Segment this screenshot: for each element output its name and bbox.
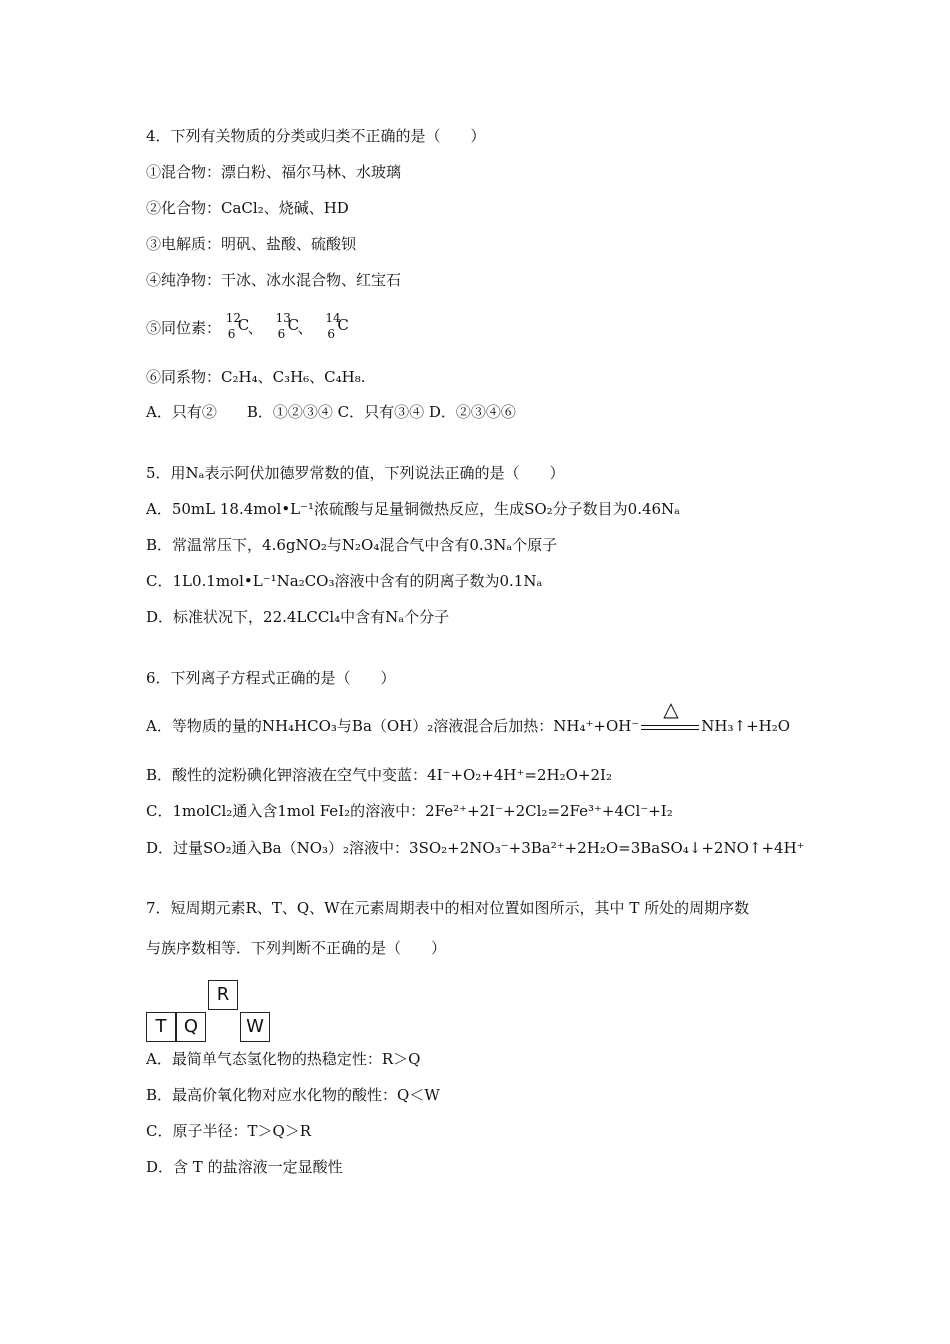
q6-option-c: C．1molCl₂通入含1mol FeI₂的溶液中：2Fe²⁺+2I⁻+2Cl₂=2Fe³⁺+4Cl⁻+I₂ [146,802,673,820]
cell-q: Q [176,1012,206,1042]
equation-line [641,725,699,726]
q7-option-b: B．最高价氧化物对应水化物的酸性：Q＜W [146,1086,440,1104]
q6-stem: 6．下列离子方程式正确的是（ ） [146,669,396,687]
isotope-mass: 14 [325,311,341,325]
heat-triangle-icon: △ [663,697,679,721]
q6-option-d: D．过量SO₂通入Ba（NO₃）₂溶液中：3SO₂+2NO₃⁻+3Ba²⁺+2H₂O=3BaSO₄↓+2NO↑+4H⁺ [146,839,805,857]
isotope-mass: 13 [275,311,291,325]
isotope-c13 [275,311,300,344]
q7-option-c: C．原子半径：T＞Q＞R [146,1122,312,1140]
isotope-c14 [325,311,349,344]
isotope-symbol: C [337,316,349,334]
q5-option-c: C．1L0.1mol•L⁻¹Na₂CO₃溶液中含有的阴离子数为0.1Nₐ [146,572,543,590]
q4-options: A．只有② B．①②③④ C．只有③④ D．②③④⑥ [146,403,516,421]
cell-t: T [146,1012,176,1042]
q7-option-d: D．含 T 的盐溶液一定显酸性 [146,1158,343,1176]
q6-option-a [146,697,791,737]
q4-item-6: ⑥同系物：C₂H₄、C₃H₆、C₄H₈. [146,368,366,386]
isotope-separator: 、 [247,319,263,337]
q7-option-a: A．最简单气态氢化物的热稳定性：R＞Q [146,1050,421,1068]
isotope-mass: 12 [225,311,242,325]
q5-option-d: D．标准状况下，22.4LCCl₄中含有Nₐ个分子 [146,608,450,626]
q4-item-3: ③电解质：明矾、盐酸、硫酸钡 [146,235,357,253]
q7-stem-line-2: 与族序数相等．下列判断不正确的是（ ） [146,939,447,957]
q6-option-a-left: A．等物质的量的NH₄HCO₃与Ba（OH）₂溶液混合后加热：NH₄⁺+OH⁻ [146,717,640,735]
q4-item-4: ④纯净物：干冰、冰水混合物、红宝石 [146,271,402,289]
equation-line [641,729,699,730]
cell-w: W [240,1012,270,1042]
isotope-symbol: C [237,316,250,334]
q6-option-b: B．酸性的淀粉碘化钾溶液在空气中变蓝：4I⁻+O₂+4H⁺=2H₂O+2I₂ [146,766,612,784]
q4-item-2: ②化合物：CaCl₂、烧碱、HD [146,199,349,217]
isotope-atomic-number: 6 [227,327,236,341]
cell-r: R [208,980,238,1010]
q5-option-a: A．50mL 18.4mol•L⁻¹浓硫酸与足量铜微热反应，生成SO₂分子数目为0.46Nₐ [146,500,680,518]
q7-stem-line-1: 7．短周期元素R、T、Q、W在元素周期表中的相对位置如图所示，其中 T 所处的周期序数 [146,899,750,917]
periodic-table-fragment [146,980,272,1044]
q4-item-5 [146,311,349,344]
isotope-atomic-number: 6 [277,327,286,341]
isotope-c12 [225,311,250,344]
q5-stem: 5．用Nₐ表示阿伏加德罗常数的值，下列说法正确的是（ ） [146,464,565,482]
heating-condition-arrow [639,697,701,737]
isotope-atomic-number: 6 [327,327,336,341]
q6-option-a-right: NH₃↑+H₂O [701,717,791,735]
isotope-symbol: C [287,316,300,334]
q5-option-b: B．常温常压下，4.6gNO₂与N₂O₄混合气中含有0.3Nₐ个原子 [146,536,558,554]
q4-item-1: ①混合物：漂白粉、福尔马林、水玻璃 [146,163,402,181]
q4-item-5-label: ⑤同位素： [146,319,222,337]
q4-stem: 4．下列有关物质的分类或归类不正确的是（ ） [146,127,486,145]
isotope-separator: 、 [297,319,313,337]
